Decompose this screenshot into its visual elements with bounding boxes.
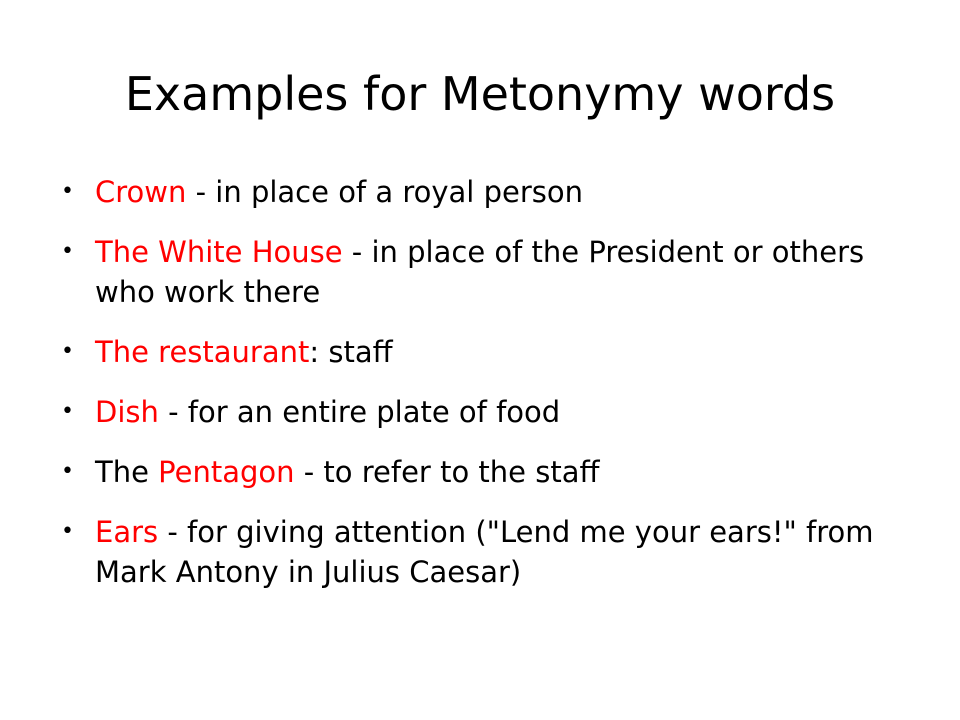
bullet-term: Ears [95,515,159,549]
bullet-dot-icon: • [61,519,74,544]
bullet-list [57,172,917,612]
bullet-term: Dish [95,395,159,429]
bullet-item [57,172,917,212]
bullet-description: - for giving attention ("Lend me your ears!" from Mark Antony in Julius Caesar) [95,515,874,589]
bullet-description: : staff [309,335,393,369]
bullet-dot-icon: • [61,339,74,364]
bullet-term: Pentagon [158,455,295,489]
bullet-description: - to refer to the staff [294,455,600,489]
bullet-dot-icon: • [61,459,74,484]
bullet-dot-icon: • [61,179,74,204]
bullet-description: - in place of a royal person [186,175,583,209]
bullet-term: The restaurant [95,335,310,369]
bullet-item [57,332,917,372]
bullet-item [57,452,917,492]
slide-title: Examples for Metonymy words [124,67,836,121]
bullet-description: - in place of the President or others who work there [95,235,865,309]
bullet-term: Crown [95,175,187,209]
bullet-item [57,512,917,592]
bullet-term: The White House [95,235,343,269]
bullet-dot-icon: • [61,239,74,264]
bullet-description: - for an entire plate of food [158,395,561,429]
bullet-dot-icon: • [61,399,74,424]
bullet-item [57,232,917,312]
bullet-item [57,392,917,432]
bullet-prefix: The [95,455,159,489]
